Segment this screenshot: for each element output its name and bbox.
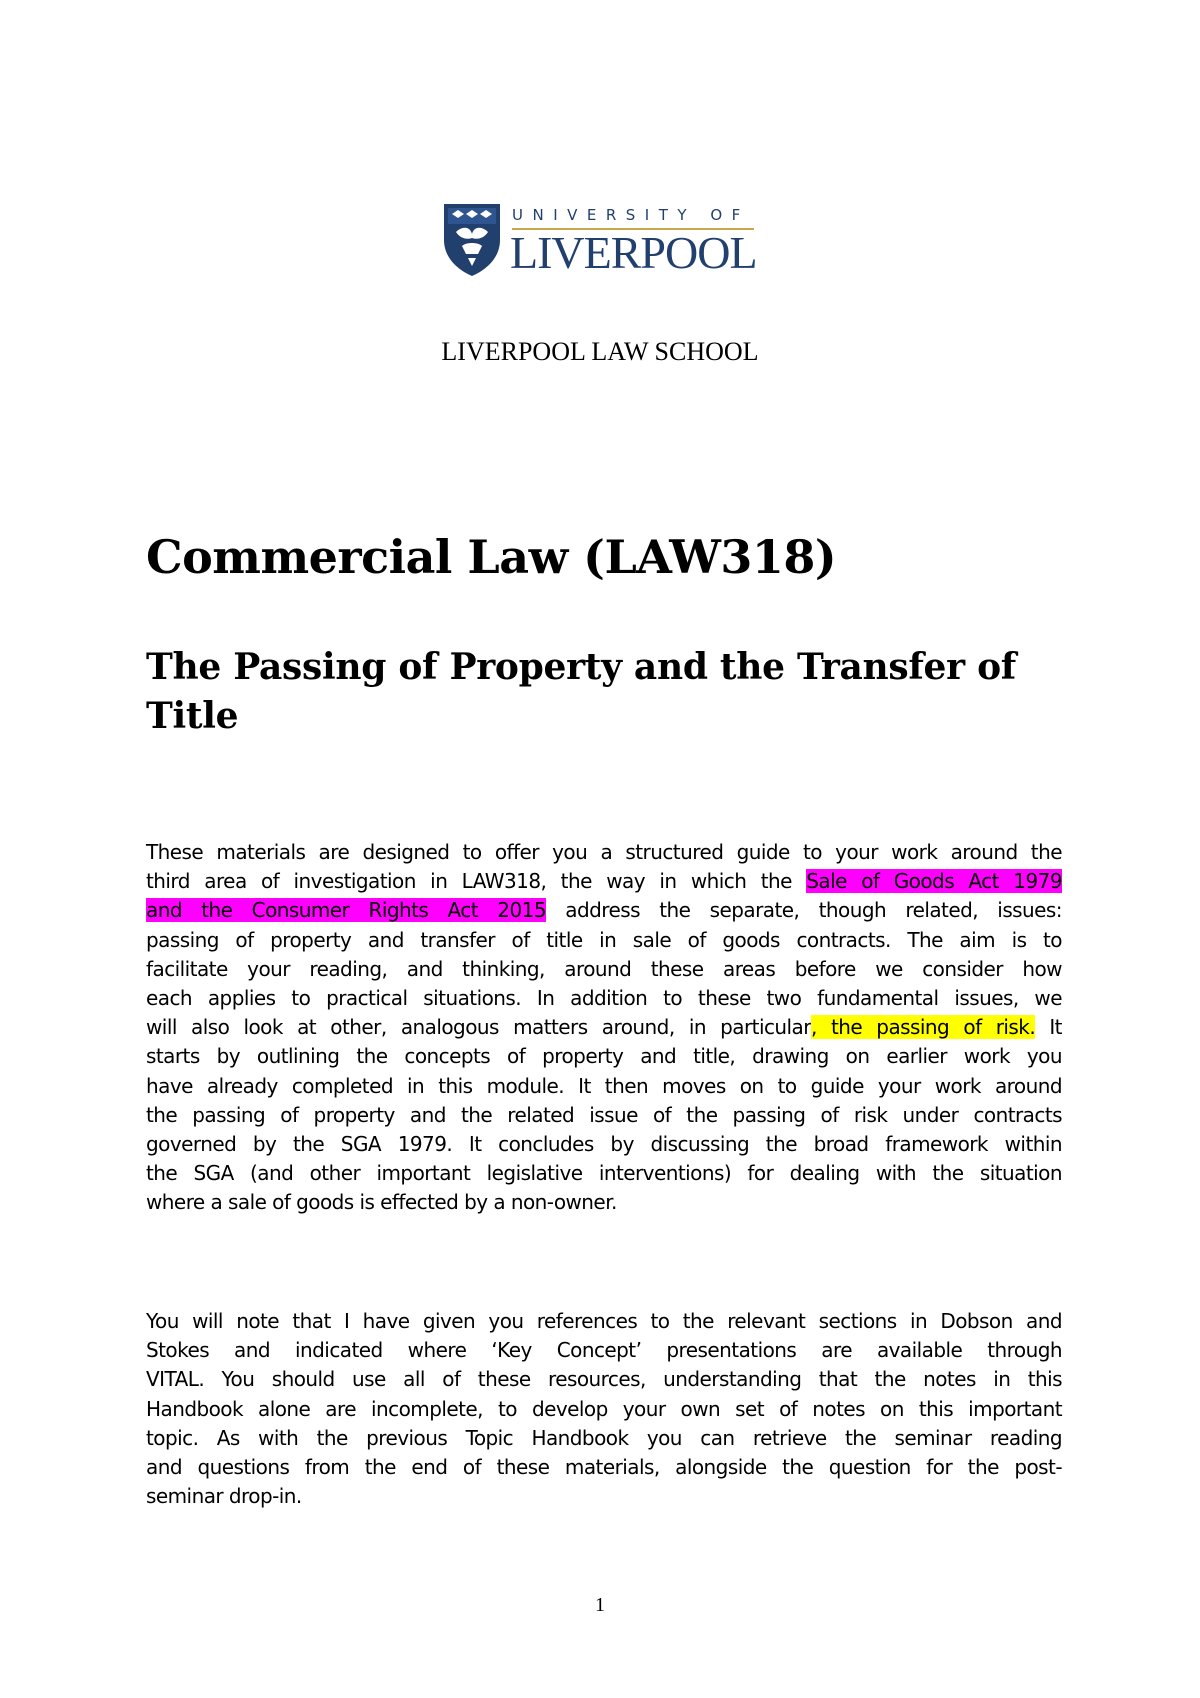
document-subtitle bbox=[146, 643, 1086, 741]
subtitle-line-2: Title bbox=[146, 695, 239, 737]
highlight-pink: and the Consumer Rights Act 2015 bbox=[146, 898, 546, 923]
paragraph-line: the SGA (and other important legislative interventions) for dealing with the situation bbox=[146, 1161, 1062, 1186]
highlight-yellow: , the passing of risk. bbox=[810, 1015, 1036, 1040]
paragraph-line: each applies to practical situations. In addition to these two fundamental issues, we bbox=[146, 986, 1062, 1011]
paragraph-line bbox=[146, 896, 1062, 925]
paragraph-line: These materials are designed to offer you a structured guide to your work around the bbox=[146, 840, 1062, 864]
subtitle-line-1: The Passing of Property and the Transfer of bbox=[146, 646, 1016, 688]
text-run: will also look at other, analogous matters around, in particular bbox=[146, 1015, 811, 1040]
paragraph-line: governed by the SGA 1979. It concludes by discussing the broad framework within bbox=[146, 1132, 1062, 1157]
paragraph-line: starts by outlining the concepts of property and title, drawing on earlier work you bbox=[146, 1044, 1062, 1069]
page-number: 1 bbox=[595, 1594, 605, 1616]
paragraph-line bbox=[146, 867, 1062, 896]
paragraph-line: facilitate your reading, and thinking, around these areas before we consider how bbox=[146, 956, 1062, 981]
paragraph-line: You will note that I have given you references to the relevant sections in Dobson and bbox=[146, 1309, 1062, 1333]
university-shield-icon bbox=[442, 202, 502, 278]
logo-university-of: UNIVERSITY OF bbox=[512, 206, 750, 224]
logo-liverpool: LIVERPOOL bbox=[510, 227, 757, 278]
school-name: LIVERPOOL LAW SCHOOL bbox=[441, 337, 759, 366]
notes-paragraph bbox=[146, 1307, 1062, 1511]
text-run: third area of investigation in LAW318, the way in which the bbox=[146, 869, 807, 894]
university-logo bbox=[442, 202, 762, 284]
paragraph-line: where a sale of goods is effected by a non-owner. bbox=[146, 1190, 617, 1215]
paragraph-line: seminar drop-in. bbox=[146, 1484, 302, 1509]
text-run: It bbox=[1035, 1015, 1062, 1040]
paragraph-line: the passing of property and the related issue of the passing of risk under contracts bbox=[146, 1102, 1062, 1127]
paragraph-line: Stokes and indicated where ‘Key Concept’ presentations are available through bbox=[146, 1338, 1062, 1363]
paragraph-line: Handbook alone are incomplete, to develop your own set of notes on this important bbox=[146, 1396, 1062, 1421]
intro-paragraph bbox=[146, 838, 1062, 1218]
paragraph-line: VITAL. You should use all of these resources, understanding that the notes in this bbox=[146, 1367, 1062, 1392]
logo-wordmark bbox=[512, 202, 762, 284]
highlight-pink: Sale of Goods Act 1979 bbox=[806, 869, 1062, 894]
text-run: address the separate, though related, issues: bbox=[546, 898, 1062, 923]
paragraph-line: topic. As with the previous Topic Handbook you can retrieve the seminar reading bbox=[146, 1425, 1062, 1450]
paragraph-line: and questions from the end of these materials, alongside the question for the post- bbox=[146, 1455, 1062, 1480]
paragraph-line: have already completed in this module. It then moves on to guide your work around bbox=[146, 1073, 1062, 1098]
paragraph-line bbox=[146, 1013, 1062, 1042]
paragraph-line: passing of property and transfer of title in sale of goods contracts. The aim is to bbox=[146, 927, 1062, 952]
document-title: Commercial Law (LAW318) bbox=[146, 530, 837, 584]
